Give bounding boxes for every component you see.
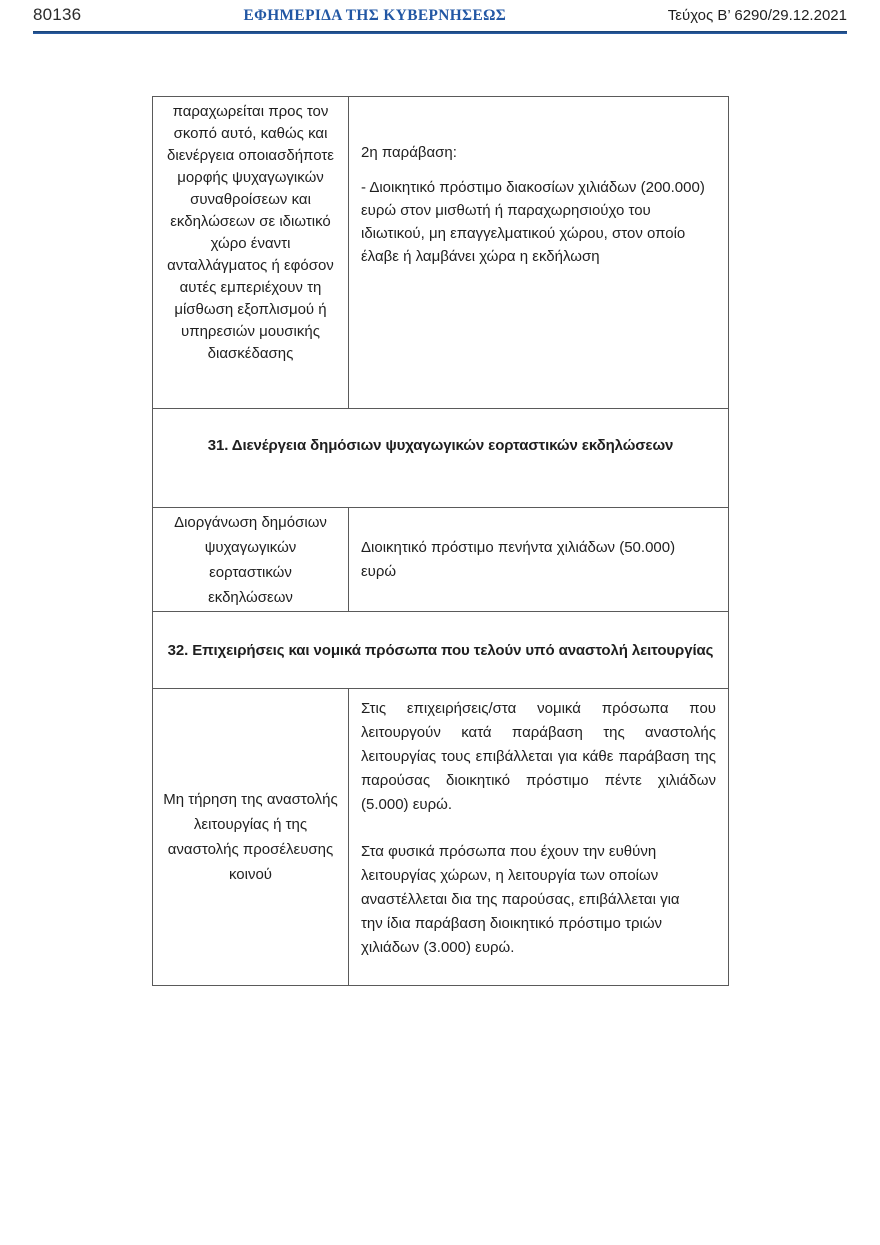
violation-description-cell: παραχωρείται προς τον σκοπό αυτό, καθώς και διενέργεια οποιασδήποτε μορφής ψυχαγωγικών συναθροίσεων και εκδηλώσεων σε ιδιωτικό χώρο έναντι ανταλλάγματος ή εφόσον αυτές εμπεριέχουν τη μίσθωση εξοπλισμού ή υπηρεσιών μουσικής διασκέδασης — [167, 103, 334, 362]
violation-description-cell: Μη τήρηση της αναστολής λειτουργίας ή της αναστολής προσέλευσης κοινού — [163, 791, 338, 883]
issue-info: Τεύχος Β’ 6290/29.12.2021 — [667, 7, 847, 24]
suspension-penalty-businesses-text: Στις επιχειρήσεις/στα νομικά πρόσωπα που λειτουργούν κατά παράβαση της αναστολής λειτουργίας τους επιβάλλεται για κάθε παράβαση της παρούσας διοικητικό πρόστιμο πέντε χιλιάδων (5.000) ευρώ. — [361, 700, 716, 813]
section-32-title: 32. Επιχειρήσεις και νομικά πρόσωπα που τελούν υπό αναστολή λειτουργίας — [167, 641, 714, 659]
penalties-table — [152, 96, 729, 986]
table-row-violation-continued — [153, 97, 728, 408]
section-header-row-32 — [153, 611, 728, 688]
section-header-row-31 — [153, 408, 728, 507]
header-rule — [33, 31, 847, 34]
penalty-cell — [348, 689, 728, 985]
table-row-public-events — [153, 507, 728, 611]
penalty-cell — [348, 97, 728, 408]
second-violation-penalty-text: - Διοικητικό πρόστιμο διακοσίων χιλιάδων (200.000) ευρώ στον μισθωτή ή παραχωρησιούχο του ιδιωτικού, μη επαγγελματικού χώρου, στον οποίο έλαβε ή λαμβάνει χώρα η εκδήλωση — [361, 179, 705, 265]
table-row-suspension — [153, 688, 728, 985]
section-31-title: 31. Διενέργεια δημόσιων ψυχαγωγικών εορταστικών εκδηλώσεων — [207, 437, 674, 454]
page-number: 80136 — [33, 5, 82, 24]
page-header — [0, 0, 880, 28]
public-events-penalty-text: Διοικητικό πρόστιμο πενήντα χιλιάδων (50.000) ευρώ — [361, 538, 676, 580]
penalty-cell — [348, 508, 728, 611]
gazette-title: ΕΦΗΜΕΡΙΔΑ ΤΗΣ ΚΥΒΕΡΝΗΣΕΩΣ — [243, 7, 506, 24]
suspension-penalty-individuals-text: Στα φυσικά πρόσωπα που έχουν την ευθύνη λειτουργίας χώρων, η λειτουργία των οποίων αναστέλλεται δια της παρούσας, επιβάλλεται για την ίδια παράβαση διοικητικό πρόστιμο τριών χιλιάδων (3.000) ευρώ. — [361, 843, 680, 956]
second-violation-heading: 2η παράβαση: — [361, 144, 457, 161]
violation-description-cell: Διοργάνωση δημόσιων ψυχαγωγικών εορταστικών εκδηλώσεων — [174, 513, 327, 606]
